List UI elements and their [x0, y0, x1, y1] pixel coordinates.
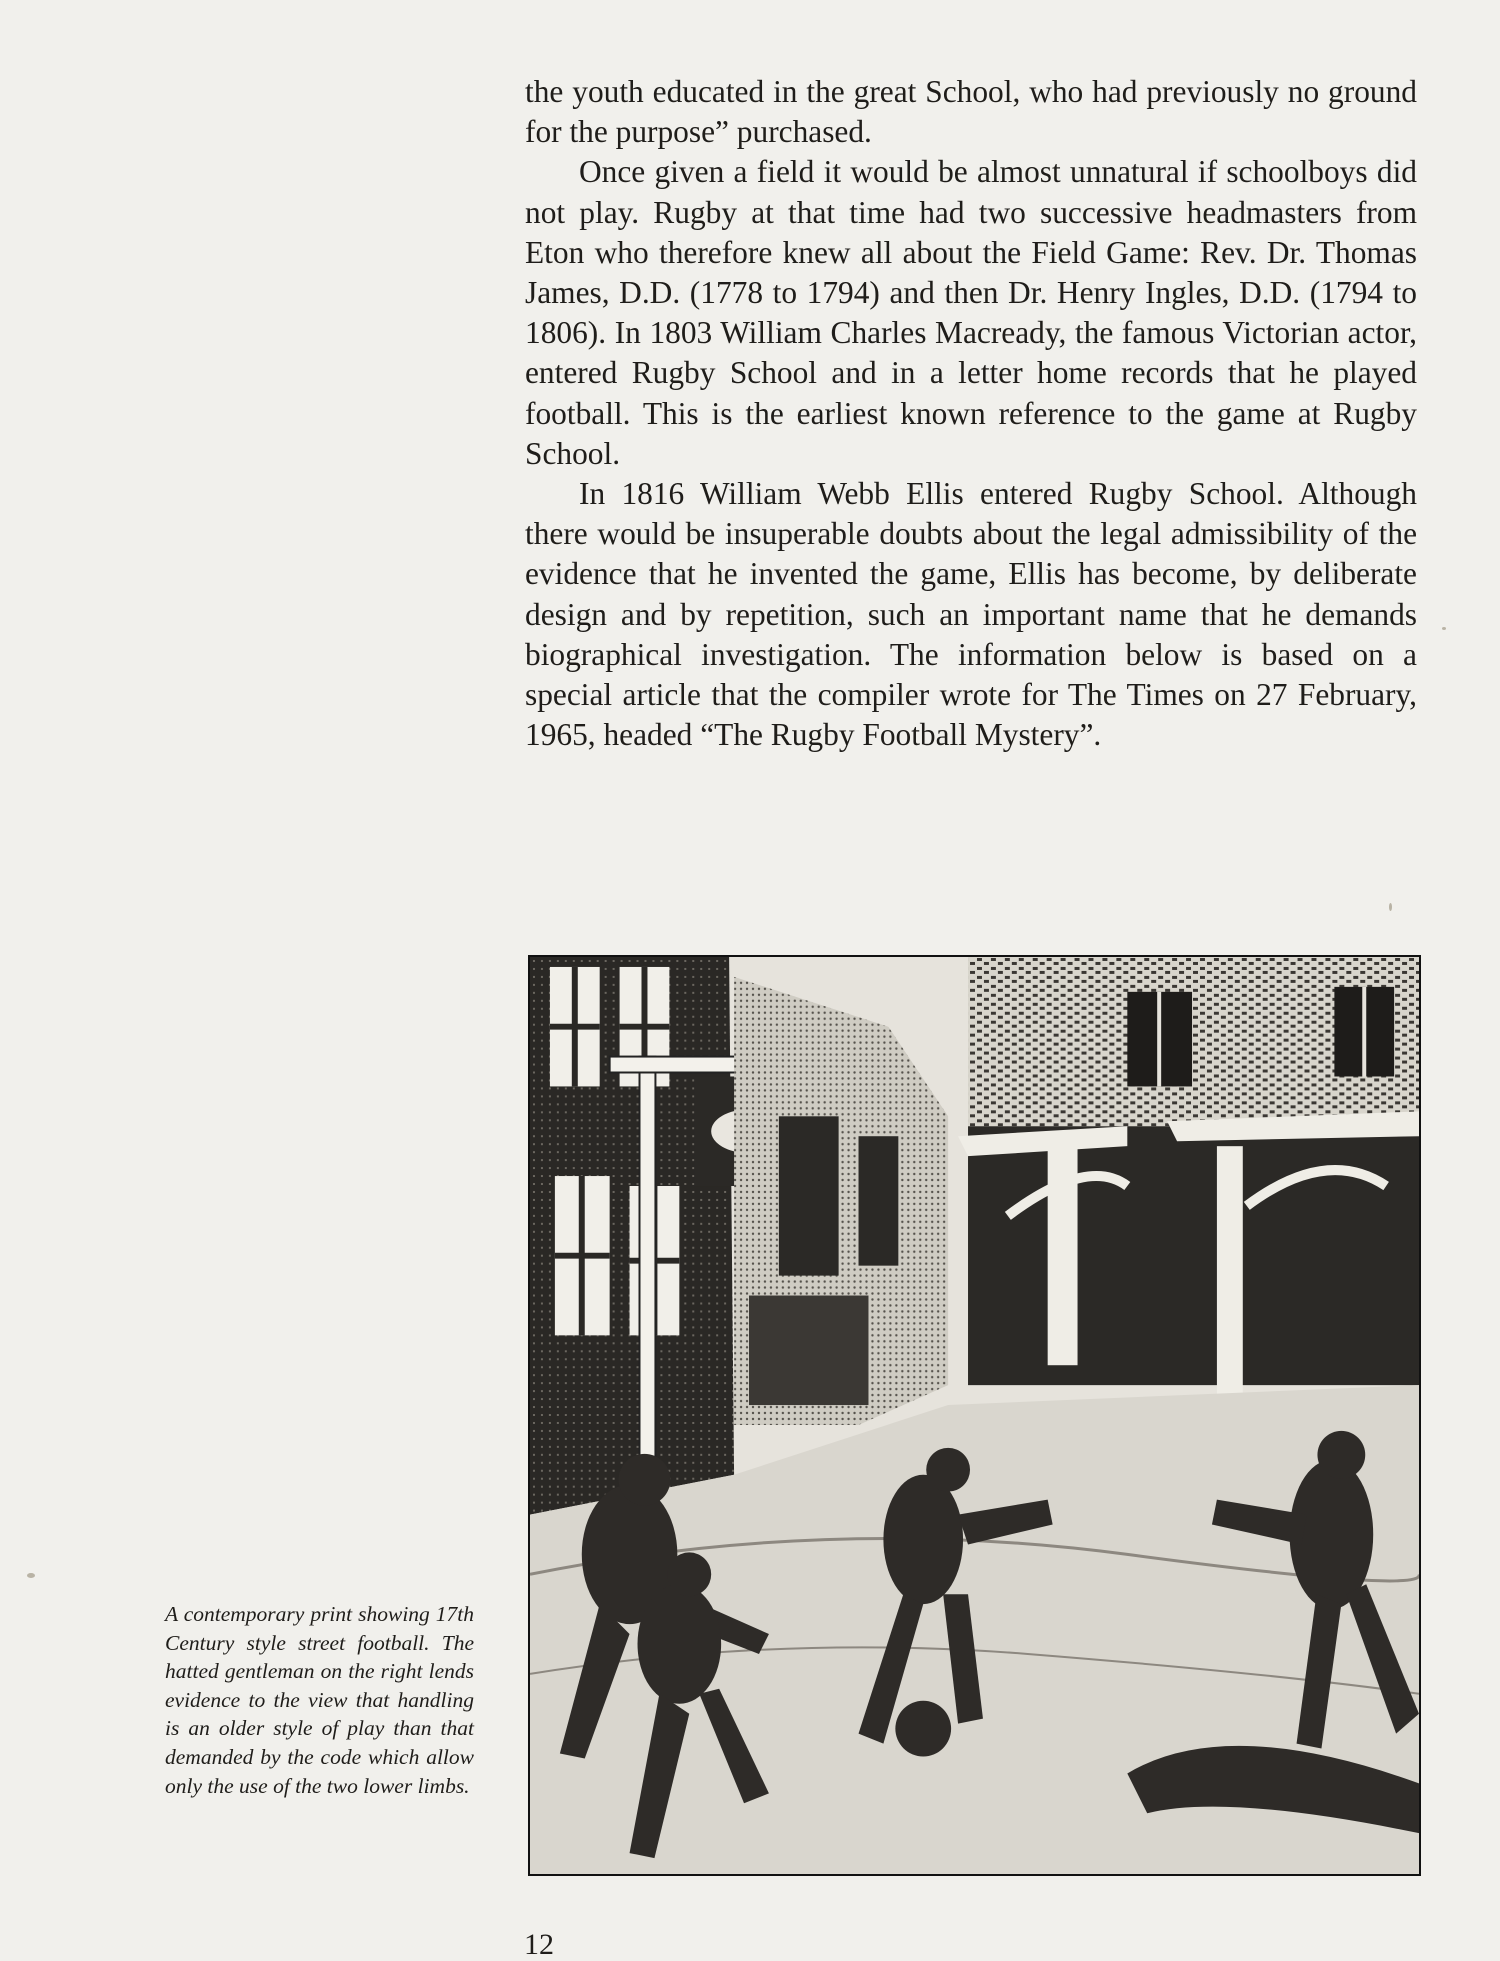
- body-text: [525, 72, 1417, 755]
- paragraph-3: In 1816 William Webb Ellis entered Rugby School. Although there would be insuperable doubts about the legal admissibility of the evidence that he invented the game, Ellis has become, by deliberate design and by repetition, such an important name that he demands biographical investigation. The information below is based on a special article that the compiler wrote for The Times on 27 February, 1965, headed “The Rugby Football Mystery”.: [525, 476, 1417, 753]
- paper-speck: [27, 1573, 35, 1578]
- paragraph-1: the youth educated in the great School, who had previously no ground for the purpose” purchased.: [525, 74, 1417, 150]
- paper-speck: [1442, 627, 1446, 630]
- paragraph-2: Once given a field it would be almost unnatural if schoolboys did not play. Rugby at that time had two successive headmasters from Eton who therefore knew all about the Field Game: Rev. Dr. Thomas James, D.D. (1778 to 1794) and then Dr. Henry Ingles, D.D. (1794 to 1806). In 1803 William Charles Macready, the famous Victorian actor, entered Rugby School and in a letter home records that he played football. This is the earliest known reference to the game at Rugby School.: [525, 154, 1417, 471]
- street-football-print: [528, 955, 1421, 1876]
- figure-caption: A contemporary print showing 17th Century style street football. The hatted gentleman on the right lends evidence to the view that handling is an older style of play than that demanded by the code which allow only the use of the two lower limbs.: [165, 1602, 474, 1798]
- paper-speck: [1389, 903, 1392, 911]
- street-football-illustration: [530, 957, 1419, 1874]
- page-number: 12: [524, 1928, 554, 1961]
